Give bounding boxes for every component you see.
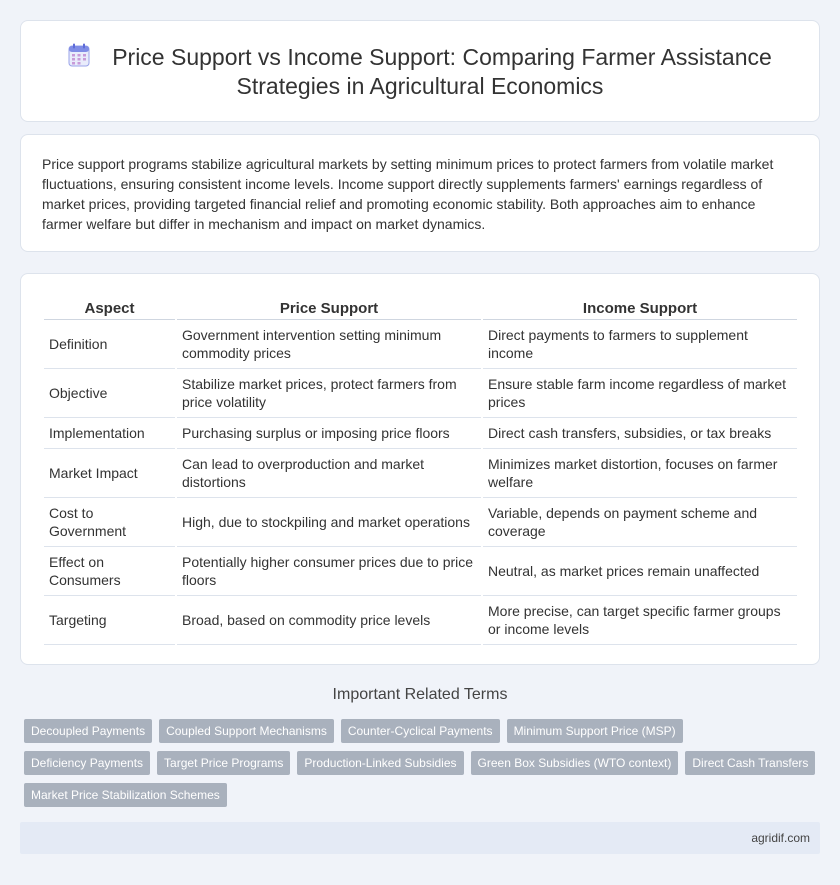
cell-income-support: Direct payments to farmers to supplement income bbox=[483, 320, 797, 369]
tag-market-price-stabilization-schemes[interactable]: Market Price Stabilization Schemes bbox=[24, 783, 227, 807]
cell-aspect: Targeting bbox=[44, 596, 175, 645]
related-terms-tags bbox=[24, 719, 824, 815]
cell-price-support: Can lead to overproduction and market distortions bbox=[177, 449, 481, 498]
comparison-table bbox=[42, 294, 799, 645]
table-row bbox=[44, 596, 797, 645]
header-price-support: Price Support bbox=[177, 294, 481, 320]
tag-production-linked-subsidies[interactable]: Production-Linked Subsidies bbox=[297, 751, 463, 775]
table-row bbox=[44, 369, 797, 418]
table-row bbox=[44, 418, 797, 449]
tag-row bbox=[24, 783, 824, 807]
tag-coupled-support-mechanisms[interactable]: Coupled Support Mechanisms bbox=[159, 719, 334, 743]
cell-aspect: Implementation bbox=[44, 418, 175, 449]
tag-minimum-support-price[interactable]: Minimum Support Price (MSP) bbox=[507, 719, 683, 743]
tag-decoupled-payments[interactable]: Decoupled Payments bbox=[24, 719, 152, 743]
cell-aspect: Objective bbox=[44, 369, 175, 418]
tag-row bbox=[24, 751, 824, 775]
cell-price-support: Potentially higher consumer prices due to price floors bbox=[177, 547, 481, 596]
intro-card bbox=[20, 134, 820, 252]
tag-direct-cash-transfers[interactable]: Direct Cash Transfers bbox=[685, 751, 815, 775]
header-aspect: Aspect bbox=[44, 294, 175, 320]
table-row bbox=[44, 449, 797, 498]
related-terms-title: Important Related Terms bbox=[332, 686, 508, 703]
tag-deficiency-payments[interactable]: Deficiency Payments bbox=[24, 751, 150, 775]
tag-target-price-programs[interactable]: Target Price Programs bbox=[157, 751, 290, 775]
intro-paragraph: Price support programs stabilize agricultural markets by setting minimum prices to protect farmers from volatile market fluctuations, ensuring consistent income levels. Income support directly supplements farmers' earnings regardless of market prices, providing targeted financial relief and promoting economic stability. Both approaches aim to enhance farmer welfare but differ in mechanism and impact on market dynamics. bbox=[42, 156, 774, 232]
page-title: Price Support vs Income Support: Comparing Farmer Assistance Strategies in Agricultural Economics bbox=[112, 44, 772, 99]
footer-site[interactable]: agridif.com bbox=[751, 831, 810, 845]
cell-aspect: Market Impact bbox=[44, 449, 175, 498]
cell-price-support: Stabilize market prices, protect farmers from price volatility bbox=[177, 369, 481, 418]
footer bbox=[20, 822, 820, 854]
cell-price-support: Broad, based on commodity price levels bbox=[177, 596, 481, 645]
cell-income-support: Neutral, as market prices remain unaffected bbox=[483, 547, 797, 596]
table-row bbox=[44, 547, 797, 596]
cell-income-support: Minimizes market distortion, focuses on farmer welfare bbox=[483, 449, 797, 498]
cell-price-support: Purchasing surplus or imposing price floors bbox=[177, 418, 481, 449]
tag-counter-cyclical-payments[interactable]: Counter-Cyclical Payments bbox=[341, 719, 500, 743]
cell-aspect: Cost to Government bbox=[44, 498, 175, 547]
table-row bbox=[44, 498, 797, 547]
cell-income-support: Ensure stable farm income regardless of market prices bbox=[483, 369, 797, 418]
cell-price-support: High, due to stockpiling and market operations bbox=[177, 498, 481, 547]
cell-aspect: Effect on Consumers bbox=[44, 547, 175, 596]
comparison-card bbox=[20, 273, 820, 665]
cell-income-support: Variable, depends on payment scheme and coverage bbox=[483, 498, 797, 547]
cell-income-support: More precise, can target specific farmer groups or income levels bbox=[483, 596, 797, 645]
tag-row bbox=[24, 719, 824, 743]
header-income-support: Income Support bbox=[483, 294, 797, 320]
cell-income-support: Direct cash transfers, subsidies, or tax breaks bbox=[483, 418, 797, 449]
calendar-icon bbox=[68, 43, 90, 67]
page-title-wrap bbox=[51, 43, 789, 101]
table-header-row bbox=[44, 294, 797, 320]
title-card bbox=[20, 20, 820, 122]
table-row bbox=[44, 320, 797, 369]
tag-green-box-subsidies[interactable]: Green Box Subsidies (WTO context) bbox=[471, 751, 679, 775]
cell-price-support: Government intervention setting minimum commodity prices bbox=[177, 320, 481, 369]
cell-aspect: Definition bbox=[44, 320, 175, 369]
